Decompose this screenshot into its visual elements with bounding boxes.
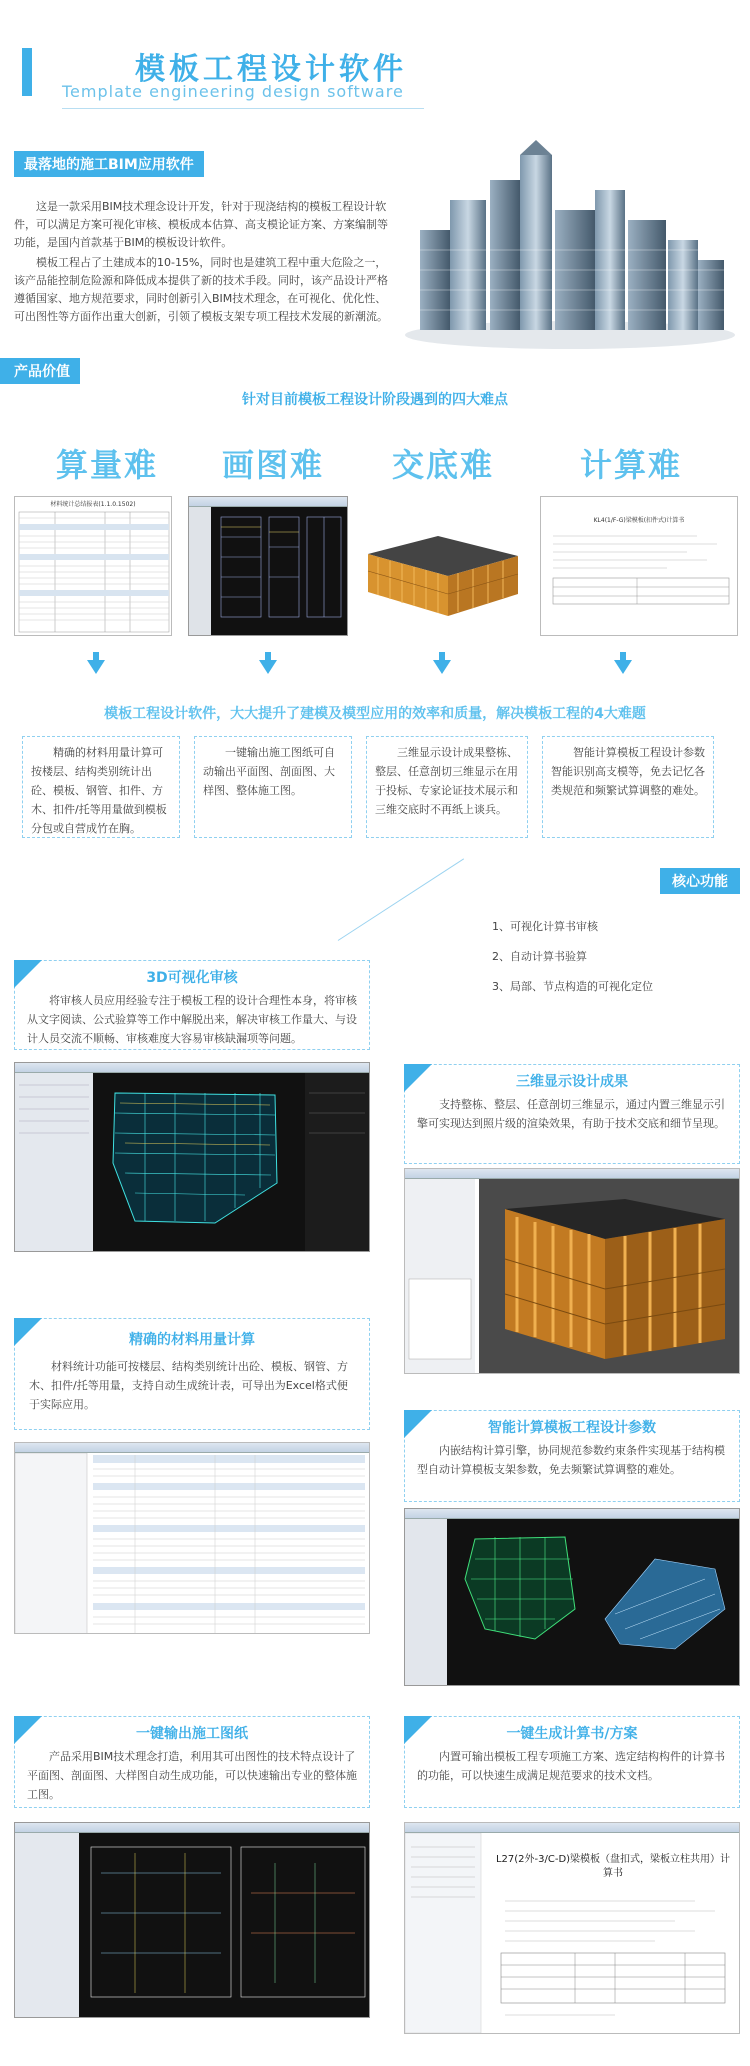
page-title: 模板工程设计软件 bbox=[135, 52, 407, 87]
down-arrow-2 bbox=[259, 652, 277, 674]
feature-title: 精确的材料用量计算 bbox=[129, 1332, 255, 1348]
feature-title: 3D可视化审核 bbox=[146, 970, 238, 986]
core-list-item-2: 2、自动计算书验算 bbox=[492, 950, 587, 963]
window-titlebar bbox=[405, 1509, 739, 1519]
feature-card-material bbox=[14, 1318, 370, 1430]
value-box-2: 一键输出施工图纸可自动输出平面图、剖面图、大样图、整体施工图。 bbox=[194, 736, 352, 838]
feature-text: 将审核人员应用经验专注于模板工程的设计合理性本身，将审核从文字阅读、公式验算等工作中解脱出来，解决审核工作量大、与设计人员交流不顺畅、审核难度大容易审核缺漏项等问题。 bbox=[27, 994, 357, 1045]
material-table-screenshot bbox=[14, 496, 172, 636]
difficulty-2: 画图难 bbox=[222, 446, 325, 484]
calc-doc-title: KL4(1/F-G)梁模板(扣件式)计算书 bbox=[593, 517, 685, 524]
value-box-3: 三维显示设计成果整栋、整层、任意剖切三维显示在用于投标、专家论证技术展示和三维交底时不再纸上谈兵。 bbox=[366, 736, 528, 838]
core-list-item-1: 1、可视化计算书审核 bbox=[492, 920, 598, 933]
feature-card-calc-report bbox=[404, 1716, 740, 1808]
intro-paragraph-1: 这是一款采用BIM技术理念设计开发，针对于现浇结构的模板工程设计软件，可以满足方案可视化审核、模板成本估算、高支模论证方案、方案编制等功能，是国内首款基于BIM的模板设计软件。 bbox=[14, 200, 388, 249]
feature-text: 产品采用BIM技术理念打造，利用其可出图性的技术特点设计了平面图、剖面图、大样图自动生成功能，可以快速输出专业的整体施工图。 bbox=[27, 1750, 357, 1801]
feature-text: 内嵌结构计算引擎，协同规范参数约束条件实现基于结构模型自动计算模板支架参数，免去频繁试算调整的难处。 bbox=[417, 1444, 725, 1476]
page-subtitle: Template engineering design software bbox=[62, 82, 404, 101]
window-titlebar bbox=[15, 1443, 369, 1453]
material-table-title: 材料统计总结报表(1.1.0.1502) bbox=[50, 501, 136, 508]
down-arrow-1 bbox=[87, 652, 105, 674]
feature-title: 一键输出施工图纸 bbox=[136, 1726, 248, 1742]
intro-paragraph-2: 模板工程占了土建成本的10-15%，同时也是建筑工程中重大危险之一，该产品能控制危险源和降低成本提供了新的技术手段。同时，该产品设计严格遵循国家、地方规范要求，同时创新引入BIM技术理念，在可视化、优化性、可出图性等方面作出重大创新，引领了模板支架专项工程技术发展的新潮流。 bbox=[14, 256, 388, 323]
window-titlebar bbox=[405, 1169, 739, 1179]
feature-title: 一键生成计算书/方案 bbox=[506, 1726, 638, 1742]
feature-text: 内置可输出模板工程专项施工方案、选定结构构件的计算书的功能，可以快速生成满足规范要求的技术文档。 bbox=[417, 1750, 725, 1782]
value-box-4: 智能计算模板工程设计参数智能识别高支模等，免去记忆各类规范和频繁试算调整的难处。 bbox=[542, 736, 714, 838]
feature-title: 三维显示设计成果 bbox=[516, 1074, 628, 1090]
feature-text: 支持整栋、整层、任意剖切三维显示，通过内置三维显示引擎可实现达到照片级的渲染效果，有助于技术交底和细节呈现。 bbox=[417, 1098, 725, 1130]
difficulty-4: 计算难 bbox=[580, 446, 683, 484]
value-summary: 模板工程设计软件，大大提升了建模及模型应用的效率和质量，解决模板工程的4大难题 bbox=[104, 706, 646, 722]
title-divider bbox=[62, 108, 424, 109]
value-box-1: 精确的材料用量计算可按楼层、结构类别统计出砼、模板、钢管、扣件、方木、扣件/托等用量做到模板分包或自营成竹在胸。 bbox=[22, 736, 180, 838]
drawing-output-screenshot bbox=[14, 1822, 370, 2018]
window-titlebar bbox=[15, 1823, 369, 1833]
corner-accent bbox=[14, 1318, 42, 1346]
window-titlebar bbox=[15, 1063, 369, 1073]
corner-accent bbox=[404, 1716, 432, 1744]
calc-report-doc-title: L27(2外-3/C-D)梁模板（盘扣式，梁板立柱共用）计算书 bbox=[495, 1854, 731, 1879]
3d-render-screenshot bbox=[358, 496, 526, 636]
feature-title: 智能计算模板工程设计参数 bbox=[488, 1420, 656, 1436]
feature-card-3d-review bbox=[14, 960, 370, 1050]
corner-accent bbox=[14, 960, 42, 988]
calc-report-screenshot bbox=[404, 1822, 740, 2034]
3d-display-screenshot bbox=[404, 1168, 740, 1374]
value-tag: 产品价值 bbox=[0, 358, 80, 384]
feature-card-drawing-output bbox=[14, 1716, 370, 1808]
intro-tag: 最落地的施工BIM应用软件 bbox=[14, 151, 204, 177]
skyscrapers-image bbox=[400, 140, 740, 350]
down-arrow-4 bbox=[614, 652, 632, 674]
core-list-item-3: 3、局部、节点构造的可视化定位 bbox=[492, 980, 653, 993]
down-arrow-3 bbox=[433, 652, 451, 674]
core-tag: 核心功能 bbox=[660, 868, 740, 894]
smart-calc-screenshot bbox=[404, 1508, 740, 1686]
corner-accent bbox=[404, 1064, 432, 1092]
feature-card-3d-display bbox=[404, 1064, 740, 1164]
window-titlebar bbox=[405, 1823, 739, 1833]
feature-text: 材料统计功能可按楼层、结构类别统计出砼、模板、钢管、方木、扣件/托等用量，支持自动生成统计表，可导出为Excel格式便于实际应用。 bbox=[29, 1360, 348, 1411]
calc-doc-screenshot bbox=[540, 496, 738, 636]
material-stats-screenshot bbox=[14, 1442, 370, 1634]
difficulty-1: 算量难 bbox=[56, 446, 159, 484]
value-heading: 针对目前模板工程设计阶段遇到的四大难点 bbox=[242, 392, 508, 408]
3d-review-screenshot bbox=[14, 1062, 370, 1252]
window-titlebar bbox=[189, 497, 347, 507]
drawing-cad-screenshot bbox=[188, 496, 348, 636]
corner-accent bbox=[404, 1410, 432, 1438]
difficulty-3: 交底难 bbox=[392, 446, 495, 484]
feature-card-smart-calc bbox=[404, 1410, 740, 1502]
connector-line bbox=[338, 858, 464, 941]
title-accent-bar bbox=[22, 48, 32, 96]
corner-accent bbox=[14, 1716, 42, 1744]
